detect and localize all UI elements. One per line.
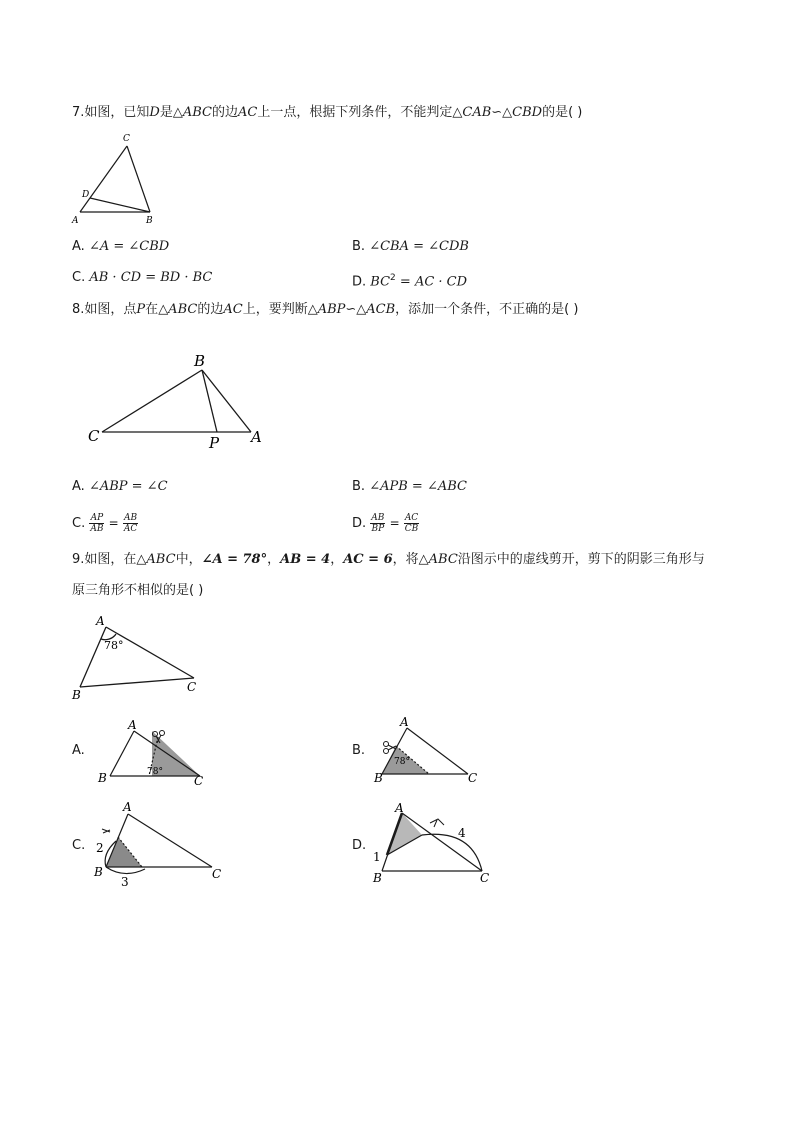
svg-text:C: C xyxy=(212,867,222,881)
q9-option-a-figure[interactable] xyxy=(94,717,214,789)
q9-stem-line2: 原三角形不相似的是( ) xyxy=(72,583,204,598)
svg-text:78°: 78° xyxy=(147,767,163,777)
q8-c-fraction-1: $\frac{AP}{AB}$ xyxy=(90,513,104,534)
q9-option-b-label[interactable]: B. xyxy=(352,743,366,758)
q9-option-d-figure[interactable] xyxy=(370,799,500,889)
q8-option-d[interactable]: D. $\frac{AB}{BP}$ = $\frac{AC}{CB}$ xyxy=(352,513,419,534)
svg-text:B: B xyxy=(374,771,383,785)
q7-option-b[interactable]: B. ∠CBA = ∠CDB xyxy=(352,239,469,254)
q9-option-c-label[interactable]: C. xyxy=(72,838,86,853)
svg-text:B: B xyxy=(94,865,103,879)
svg-text:B: B xyxy=(98,771,107,785)
q9-number: 9. xyxy=(72,552,85,567)
q8-number: 8. xyxy=(72,302,85,317)
q9-option-a-label[interactable]: A. xyxy=(72,743,85,758)
q8-option-a[interactable]: A. ∠ABP = ∠C xyxy=(72,479,168,494)
q8-c-fraction-2: $\frac{AB}{AC}$ xyxy=(123,513,138,534)
q9-main-triangle-figure xyxy=(66,610,206,705)
q8-stem: 8.如图，点P在△ABC的边AC上，要判断△ABP∽△ACB，添加一个条件，不正确的是( ) xyxy=(72,302,579,317)
svg-text:C: C xyxy=(480,871,490,885)
q9-stem-line1: 9.如图，在△ABC中，∠A = 78°，AB = 4，AC = 6，将△ABC沿图示中的虚线剪开，剪下的阴影三角形与 xyxy=(72,552,705,567)
svg-text:A: A xyxy=(400,715,409,729)
svg-text:C: C xyxy=(194,774,204,788)
q7-label-b: B xyxy=(146,216,153,226)
q9-main-angle: 78° xyxy=(104,639,124,652)
svg-text:2: 2 xyxy=(96,841,104,855)
q7-label-a: A xyxy=(72,216,79,226)
q9-main-label-c: C xyxy=(187,680,197,694)
q8-option-c[interactable]: C. $\frac{AP}{AB}$ = $\frac{AB}{AC}$ xyxy=(72,513,138,534)
q8-label-c: C xyxy=(88,427,100,445)
svg-text:A: A xyxy=(123,800,132,814)
q7-option-d[interactable]: D. $BC^2$ = AC · CD xyxy=(352,273,468,290)
svg-text:A: A xyxy=(395,801,404,815)
svg-text:1: 1 xyxy=(373,850,381,864)
q8-option-b[interactable]: B. ∠APB = ∠ABC xyxy=(352,479,467,494)
q7-label-c: C xyxy=(123,134,130,144)
q8-d-fraction-2: $\frac{AC}{CB}$ xyxy=(404,513,419,534)
q9-option-d-label[interactable]: D. xyxy=(352,838,367,853)
q9-option-c-figure[interactable] xyxy=(90,799,230,891)
q8-label-b: B xyxy=(194,352,206,370)
svg-text:A: A xyxy=(128,718,137,732)
svg-text:4: 4 xyxy=(458,826,466,840)
q7-triangle-figure xyxy=(70,132,160,227)
q7-option-c[interactable]: C. AB · CD = BD · BC xyxy=(72,270,213,285)
q9-main-label-b: B xyxy=(72,688,81,702)
q7-label-d: D xyxy=(82,190,90,200)
q7-number: 7. xyxy=(72,105,85,120)
q7-stem: 7.如图，已知D是△ABC的边AC上一点，根据下列条件，不能判定△CAB∽△CBD的是( ) xyxy=(72,105,583,120)
q7-option-a[interactable]: A. ∠A = ∠CBD xyxy=(72,239,170,254)
scissors-icon xyxy=(430,819,444,827)
q8-label-a: A xyxy=(251,428,262,446)
q9-option-b-figure[interactable] xyxy=(372,714,492,789)
q8-label-p: P xyxy=(209,434,220,452)
svg-text:B: B xyxy=(373,871,382,885)
svg-text:C: C xyxy=(468,771,478,785)
svg-text:3: 3 xyxy=(121,875,129,889)
scissors-icon xyxy=(102,829,110,833)
q8-triangle-figure xyxy=(84,350,274,455)
q9-main-label-a: A xyxy=(96,614,105,628)
svg-text:78°: 78° xyxy=(394,757,410,767)
q8-d-fraction-1: $\frac{AB}{BP}$ xyxy=(371,513,385,534)
